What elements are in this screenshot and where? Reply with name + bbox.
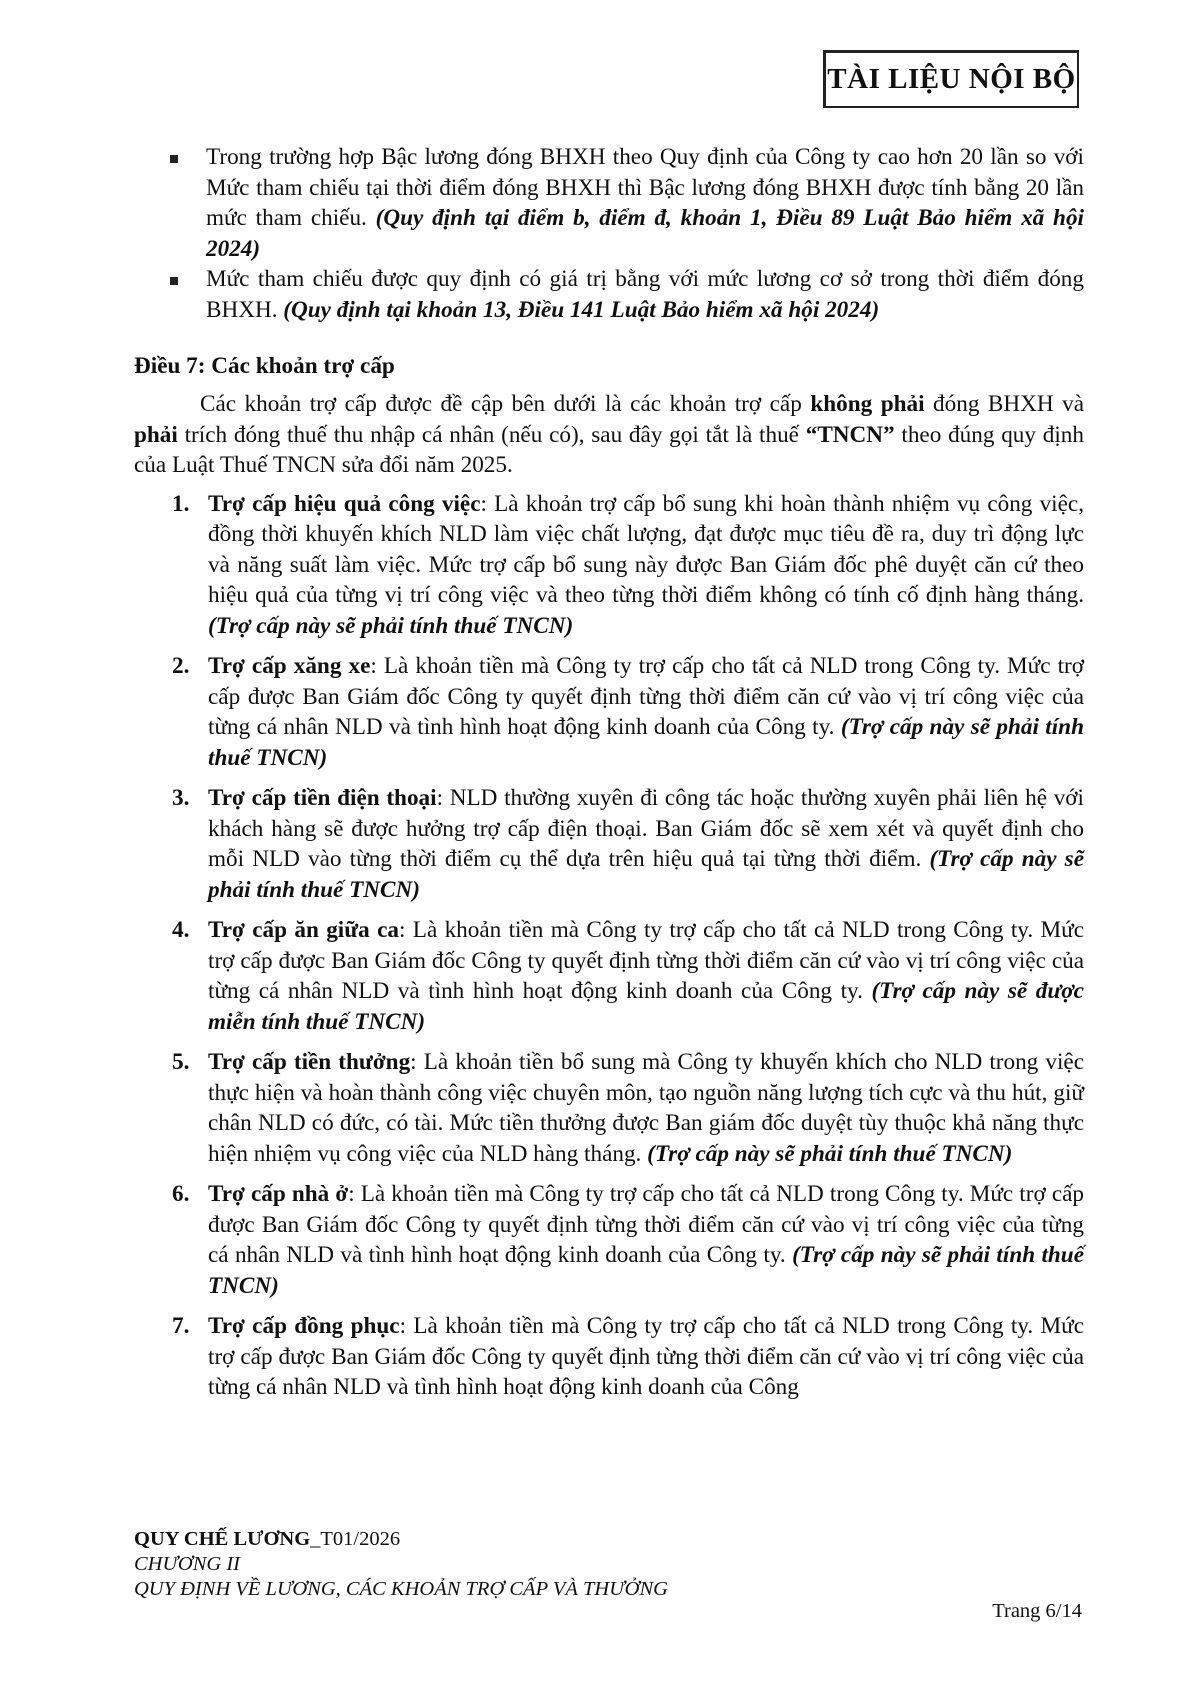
item-tax-note: (Trợ cấp này sẽ phải tính thuế TNCN) xyxy=(647,1140,1013,1167)
bullet-square-icon xyxy=(170,277,178,285)
item-text: : Là khoản tiền mà Công ty trợ cấp cho tất cả NLD trong Công ty. Mức trợ cấp được Ban Giám đốc Công ty quyết định từng thời điểm căn cứ vào vị trí công việc của từng cá nhân NLD và tình hình hoạt động kinh doanh của Công xyxy=(208,1313,1084,1400)
list-item xyxy=(134,651,1084,773)
item-title: Trợ cấp tiền thưởng xyxy=(208,1049,411,1075)
item-tax-note: (Trợ cấp này sẽ được miễn tính thuế TNCN) xyxy=(208,978,1084,1035)
intro-bold: không phải xyxy=(810,391,925,417)
item-number: 3. xyxy=(172,785,190,811)
item-text: : Là khoản tiền mà Công ty trợ cấp cho tất cả NLD trong Công ty. Mức trợ cấp được Ban Giám đốc Công ty quyết định từng thời điểm căn cứ vào vị trí công việc của từng cá nhân NLD và tình hình hoạt động kinh doanh của Công ty. xyxy=(208,1181,1084,1268)
footer-chapter: CHƯƠNG II xyxy=(134,1553,240,1575)
bullet-text: Mức tham chiếu được quy định có giá trị bằng với mức lương cơ sở trong thời điểm đóng BHXH. xyxy=(206,266,1084,323)
list-item xyxy=(134,915,1084,1037)
list-item xyxy=(134,1179,1084,1301)
item-number: 6. xyxy=(172,1181,190,1207)
item-text: : Là khoản tiền mà Công ty trợ cấp cho tất cả NLD trong Công ty. Mức trợ cấp được Ban Giám đốc Công ty quyết định từng thời điểm căn cứ vào vị trí công việc của từng cá nhân NLD và tình hình hoạt động kinh doanh của Công ty. xyxy=(208,917,1085,1004)
item-text: : Là khoản tiền mà Công ty trợ cấp cho tất cả NLD trong Công ty. Mức trợ cấp được Ban Giám đốc Công ty quyết định từng thời điểm căn cứ vào vị trí công việc của từng cá nhân NLD và tình hình hoạt động kinh doanh của Công ty. xyxy=(208,653,1084,740)
footer-doc-name: QUY CHẾ LƯƠNG xyxy=(134,1528,311,1550)
item-title: Trợ cấp xăng xe xyxy=(208,653,371,679)
item-title: Trợ cấp nhà ở xyxy=(208,1181,349,1207)
footer-doc-code: _T01/2026 xyxy=(310,1528,401,1550)
item-title: Trợ cấp ăn giữa ca xyxy=(208,917,399,943)
bullet-legal-note: (Quy định tại khoản 13, Điều 141 Luật Bảo hiểm xã hội 2024) xyxy=(283,296,880,323)
page-footer xyxy=(134,1527,668,1602)
intro-text: trích đóng thuế thu nhập cá nhân (nếu có), sau đây gọi tắt là thuế xyxy=(177,421,806,448)
intro-bold: “TNCN” xyxy=(805,421,895,448)
item-number: 7. xyxy=(172,1313,190,1339)
footer-chapter-title: QUY ĐỊNH VỀ LƯƠNG, CÁC KHOẢN TRỢ CẤP VÀ THƯỞNG xyxy=(134,1578,668,1600)
bullet-text: Trong trường hợp Bậc lương đóng BHXH theo Quy định của Công ty cao hơn 20 lần so với Mức tham chiếu tại thời điểm đóng BHXH thì Bậc lương đóng BHXH được tính bằng 20 lần mức tham chiếu. xyxy=(206,144,1084,231)
bullet-square-icon xyxy=(170,155,178,163)
page-number: Trang 6/14 xyxy=(992,1600,1082,1622)
item-number: 5. xyxy=(172,1049,190,1075)
item-text: : NLD thường xuyên đi công tác hoặc thường xuyên phải liên hệ với khách hàng sẽ được hưởng trợ cấp điện thoại. Ban Giám đốc sẽ xem xét và quyết định cho mỗi NLD vào từng thời điểm cụ thể dựa trên hiệu quả tại từng thời điểm. xyxy=(208,785,1084,872)
allowance-list xyxy=(134,489,1084,1403)
list-item xyxy=(134,1311,1084,1403)
article-intro xyxy=(134,389,1084,481)
item-tax-note: (Trợ cấp này sẽ phải tính thuế TNCN) xyxy=(208,714,1084,771)
intro-bold: phải xyxy=(134,421,178,448)
internal-document-stamp: TÀI LIỆU NỘI BỘ xyxy=(823,50,1079,108)
item-tax-note: (Trợ cấp này sẽ phải tính thuế TNCN) xyxy=(208,1242,1084,1299)
item-title: Trợ cấp hiệu quả công việc xyxy=(208,490,481,517)
list-item xyxy=(134,264,1084,325)
item-text: : Là khoản tiền bổ sung mà Công ty khuyến khích cho NLD trong việc thực hiện và hoàn thành công việc chuyên môn, tạo nguồn năng lượng tích cực và thu hút, giữ chân NLD có đức, có tài. Mức tiền thưởng được Ban giám đốc duyệt tùy thuộc khả năng thực hiện nhiệm vụ công việc của NLD hàng tháng. xyxy=(208,1049,1084,1167)
item-number: 2. xyxy=(172,653,190,679)
article-title: Điều 7: Các khoản trợ cấp xyxy=(134,353,395,379)
bullet-legal-note: (Quy định tại điểm b, điểm đ, khoản 1, Điều 89 Luật Bảo hiểm xã hội 2024) xyxy=(206,205,1084,262)
list-item xyxy=(134,1047,1084,1169)
item-text: : Là khoản trợ cấp bổ sung khi hoàn thành nhiệm vụ công việc, đồng thời khuyến khích NLD làm việc chất lượng, đạt được mục tiêu đề ra, duy trì động lực và năng suất làm việc. Mức trợ cấp bổ sung này được Ban Giám đốc phê duyệt căn cứ theo hiệu quả của từng vị trí công việc và theo từng thời điểm không có tính cố định hàng tháng. xyxy=(208,490,1084,608)
list-item xyxy=(134,783,1084,905)
intro-text: Các khoản trợ cấp được đề cập bên dưới là các khoản trợ cấp xyxy=(200,391,811,417)
page-content xyxy=(134,142,1084,1413)
item-title: Trợ cấp tiền điện thoại xyxy=(208,785,437,811)
intro-text: theo đúng quy định của Luật Thuế TNCN sửa đổi năm 2025. xyxy=(134,421,1084,478)
list-item xyxy=(134,489,1084,642)
footer-doc-title xyxy=(134,1527,668,1552)
list-item xyxy=(134,142,1084,264)
item-tax-note: (Trợ cấp này sẽ phải tính thuế TNCN) xyxy=(208,612,574,639)
item-tax-note: (Trợ cấp này sẽ phải tính thuế TNCN) xyxy=(208,846,1084,903)
item-number: 4. xyxy=(172,917,190,943)
item-title: Trợ cấp đồng phục xyxy=(208,1313,400,1339)
intro-text: đóng BHXH và xyxy=(924,391,1084,417)
item-number: 1. xyxy=(172,490,190,517)
bullet-list xyxy=(134,142,1084,325)
